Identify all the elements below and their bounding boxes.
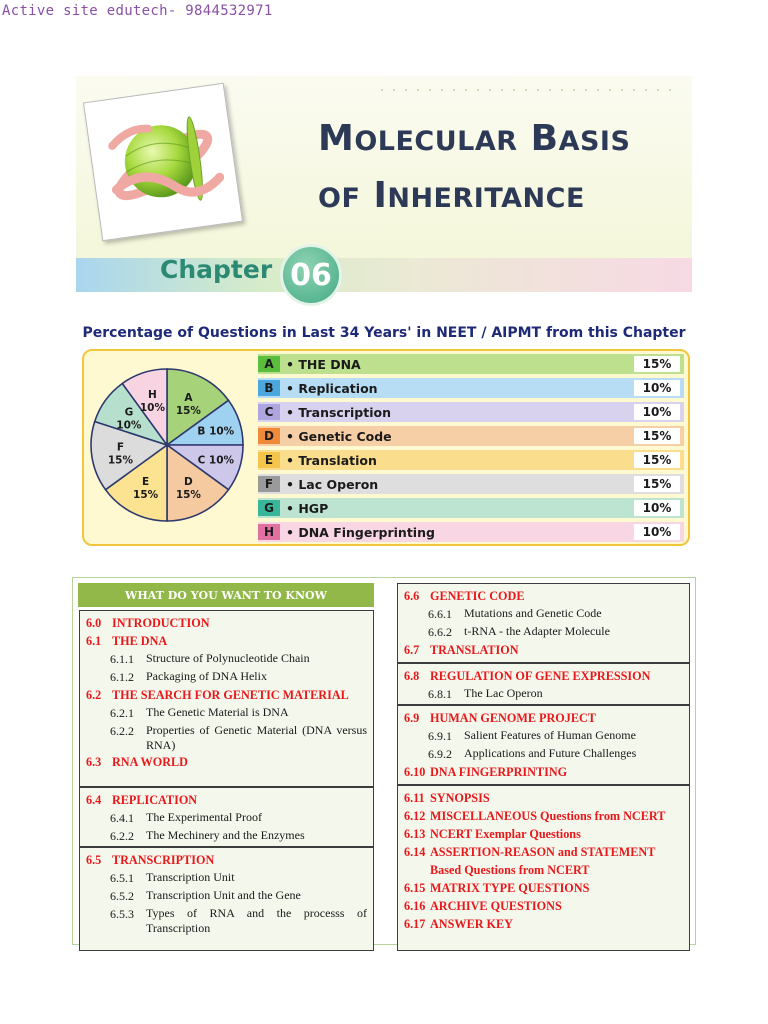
- legend-row-d: [258, 426, 684, 446]
- contents-section[interactable]: [404, 789, 683, 807]
- contents-subsection[interactable]: [404, 727, 683, 745]
- contents-box-right-4: [397, 785, 690, 951]
- contents-number: 6.1: [86, 634, 102, 648]
- contents-section[interactable]: [404, 879, 683, 897]
- contents-title: Transcription Unit: [146, 870, 235, 884]
- contents-title: The Genetic Material is DNA: [146, 705, 289, 719]
- contents-subsection[interactable]: [404, 685, 683, 703]
- legend-row-b: [258, 378, 684, 398]
- contents-number: 6.11: [404, 791, 425, 805]
- contents-section[interactable]: [404, 807, 683, 825]
- legend-letter: C: [258, 404, 280, 420]
- legend-row-e: [258, 450, 684, 470]
- contents-subsection[interactable]: [404, 605, 683, 623]
- contents-title: The Mechinery and the Enzymes: [146, 828, 305, 842]
- legend-letter: G: [258, 500, 280, 516]
- legend-percentage: 10%: [634, 524, 680, 540]
- contents-header: WHAT DO YOU WANT TO KNOW: [78, 583, 374, 607]
- legend-letter: E: [258, 452, 280, 468]
- contents-subsection[interactable]: [86, 668, 367, 686]
- contents-number: 6.16: [404, 899, 426, 913]
- contents-number: 6.8.1: [428, 687, 452, 701]
- legend-letter: F: [258, 476, 280, 492]
- legend-percentage: 15%: [634, 476, 680, 492]
- contents-title: The Lac Operon: [464, 686, 543, 700]
- legend-label: • Transcription: [286, 404, 391, 420]
- contents-section[interactable]: [404, 667, 683, 685]
- contents-number: 6.15: [404, 881, 426, 895]
- watermark-text: Active site edutech- 9844532971: [2, 3, 273, 19]
- legend-label: • Translation: [286, 452, 377, 468]
- legend-percentage: 10%: [634, 404, 680, 420]
- pie-chart: [88, 366, 246, 524]
- chart-heading: Percentage of Questions in Last 34 Years' in NEET / AIPMT from this Chapter: [82, 325, 686, 341]
- contents-box-right-1: [397, 583, 690, 663]
- contents-number: 6.13: [404, 827, 426, 841]
- contents-box-left-1: [79, 610, 374, 787]
- contents-title: ANSWER KEY: [430, 917, 513, 931]
- legend-row-f: [258, 474, 684, 494]
- chapter-label: Chapter: [160, 255, 273, 284]
- pie-label-d: D 15%: [175, 475, 201, 501]
- contents-title: RNA WORLD: [112, 755, 188, 769]
- contents-subsection[interactable]: [86, 722, 367, 753]
- contents-number: 6.2.2: [110, 724, 134, 738]
- contents-number: 6.5.2: [110, 889, 134, 903]
- contents-title: THE SEARCH FOR GENETIC MATERIAL: [112, 688, 349, 702]
- contents-section[interactable]: [404, 641, 683, 659]
- contents-number: 6.5: [86, 853, 102, 867]
- legend-label: • Replication: [286, 380, 378, 396]
- contents-number: 6.5.3: [110, 907, 134, 921]
- contents-title: Mutations and Genetic Code: [464, 606, 602, 620]
- decorative-dots: [376, 84, 676, 96]
- contents-title: GENETIC CODE: [430, 589, 525, 603]
- contents-number: 6.6.2: [428, 625, 452, 639]
- contents-title: NCERT Exemplar Questions: [430, 827, 581, 841]
- contents-title: DNA FINGERPRINTING: [430, 765, 568, 779]
- contents-number: 6.10: [404, 765, 426, 779]
- contents-title: Packaging of DNA Helix: [146, 669, 267, 683]
- contents-box-right-3: [397, 705, 690, 785]
- legend-letter: D: [258, 428, 280, 444]
- legend-row-g: [258, 498, 684, 518]
- contents-box-right-2: [397, 663, 690, 705]
- contents-title: SYNOPSIS: [430, 791, 490, 805]
- contents-section[interactable]: [404, 709, 683, 727]
- contents-title: INTRODUCTION: [112, 616, 210, 630]
- contents-section[interactable]: [404, 763, 683, 781]
- legend-percentage: 10%: [634, 380, 680, 396]
- contents-subsection[interactable]: [86, 650, 367, 668]
- contents-title: Transcription Unit and the Gene: [146, 888, 301, 902]
- contents-section[interactable]: [86, 686, 367, 704]
- contents-title: TRANSCRIPTION: [112, 853, 215, 867]
- contents-number: 6.9.2: [428, 747, 452, 761]
- contents-number: 6.1.2: [110, 670, 134, 684]
- contents-section[interactable]: [86, 753, 367, 771]
- chapter-title: [318, 112, 688, 226]
- legend-letter: H: [258, 524, 280, 540]
- legend-label: • Genetic Code: [286, 428, 392, 444]
- contents-title: REGULATION OF GENE EXPRESSION: [430, 669, 651, 683]
- legend-label: • DNA Fingerprinting: [286, 524, 435, 540]
- contents-subsection[interactable]: [86, 905, 367, 936]
- title-line-2: OF INHERITANCE: [318, 175, 585, 216]
- pie-label-f: F 15%: [107, 441, 134, 467]
- dna-globe-card: [83, 83, 243, 241]
- contents-title: The Experimental Proof: [146, 810, 262, 824]
- contents-title: MISCELLANEOUS Questions from NCERT: [430, 809, 666, 823]
- contents-number: 6.0: [86, 616, 102, 630]
- contents-number: 6.7: [404, 643, 420, 657]
- legend-percentage: 15%: [634, 428, 680, 444]
- legend-percentage: 10%: [634, 500, 680, 516]
- pie-label-b: B 10%: [197, 425, 235, 438]
- legend-label: • Lac Operon: [286, 476, 379, 492]
- contents-subsection[interactable]: [86, 869, 367, 887]
- contents-box-left-2: [79, 787, 374, 847]
- contents-subsection[interactable]: [86, 809, 367, 827]
- contents-subsection[interactable]: [86, 704, 367, 722]
- contents-section[interactable]: [86, 632, 367, 650]
- pie-label-c: C 10%: [197, 454, 235, 467]
- contents-number: 6.3: [86, 755, 102, 769]
- contents-title: THE DNA: [112, 634, 168, 648]
- contents-section[interactable]: [404, 843, 683, 879]
- contents-title: Applications and Future Challenges: [464, 746, 637, 760]
- contents-number: 6.9.1: [428, 729, 452, 743]
- contents-title: HUMAN GENOME PROJECT: [430, 711, 596, 725]
- contents-number: 6.17: [404, 917, 426, 931]
- contents-section[interactable]: [404, 825, 683, 843]
- contents-section[interactable]: [404, 587, 683, 605]
- legend-letter: B: [258, 380, 280, 396]
- contents-title: Structure of Polynucleotide Chain: [146, 651, 310, 665]
- legend-row-h: [258, 522, 684, 542]
- pie-label-g: G 10%: [116, 406, 142, 432]
- contents-title: t-RNA - the Adapter Molecule: [464, 624, 610, 638]
- pie-label-h: H 10%: [139, 389, 166, 415]
- contents-section[interactable]: [404, 897, 683, 915]
- contents-subsection[interactable]: [86, 827, 367, 845]
- contents-number: 6.8: [404, 669, 420, 683]
- legend-label: • HGP: [286, 500, 329, 516]
- contents-number: 6.5.1: [110, 871, 134, 885]
- contents-number: 6.1.1: [110, 652, 134, 666]
- contents-subsection[interactable]: [86, 887, 367, 905]
- contents-number: 6.2.1: [110, 706, 134, 720]
- contents-number: 6.2.2: [110, 829, 134, 843]
- legend-percentage: 15%: [634, 356, 680, 372]
- contents-number: 6.6.1: [428, 607, 452, 621]
- pie-label-e: E 15%: [133, 475, 159, 501]
- contents-section[interactable]: [86, 614, 367, 632]
- contents-subsection[interactable]: [404, 623, 683, 641]
- contents-subsection[interactable]: [404, 745, 683, 763]
- contents-title: Types of RNA and the processs of Transcription: [146, 906, 367, 935]
- contents-section[interactable]: [86, 851, 367, 869]
- dna-globe-icon: [84, 84, 242, 240]
- contents-box-left-3: [79, 847, 374, 951]
- title-line-1: MOLECULAR BASIS: [318, 118, 631, 159]
- legend-letter: A: [258, 356, 280, 372]
- contents-number: 6.4: [86, 793, 102, 807]
- contents-title: ARCHIVE QUESTIONS: [430, 899, 562, 913]
- contents-number: 6.12: [404, 809, 426, 823]
- contents-title: REPLICATION: [112, 793, 198, 807]
- contents-number: 6.2: [86, 688, 102, 702]
- contents-section[interactable]: [86, 791, 367, 809]
- contents-number: 6.14: [404, 845, 426, 859]
- contents-section[interactable]: [404, 915, 683, 933]
- contents-number: 6.4.1: [110, 811, 134, 825]
- chapter-number-badge: 06: [280, 244, 342, 306]
- legend-row-a: [258, 354, 684, 374]
- legend-percentage: 15%: [634, 452, 680, 468]
- legend-label: • THE DNA: [286, 356, 361, 372]
- legend-row-c: [258, 402, 684, 422]
- contents-number: 6.9: [404, 711, 420, 725]
- contents-title: Salient Features of Human Genome: [464, 728, 636, 742]
- contents-title: TRANSLATION: [430, 643, 519, 657]
- contents-title: ASSERTION-REASON and STATEMENT Based Questions from NCERT: [430, 845, 656, 877]
- contents-number: 6.6: [404, 589, 420, 603]
- contents-title: Properties of Genetic Material (DNA versus RNA): [146, 723, 367, 752]
- contents-title: MATRIX TYPE QUESTIONS: [430, 881, 590, 895]
- pie-label-a: A 15%: [175, 392, 201, 418]
